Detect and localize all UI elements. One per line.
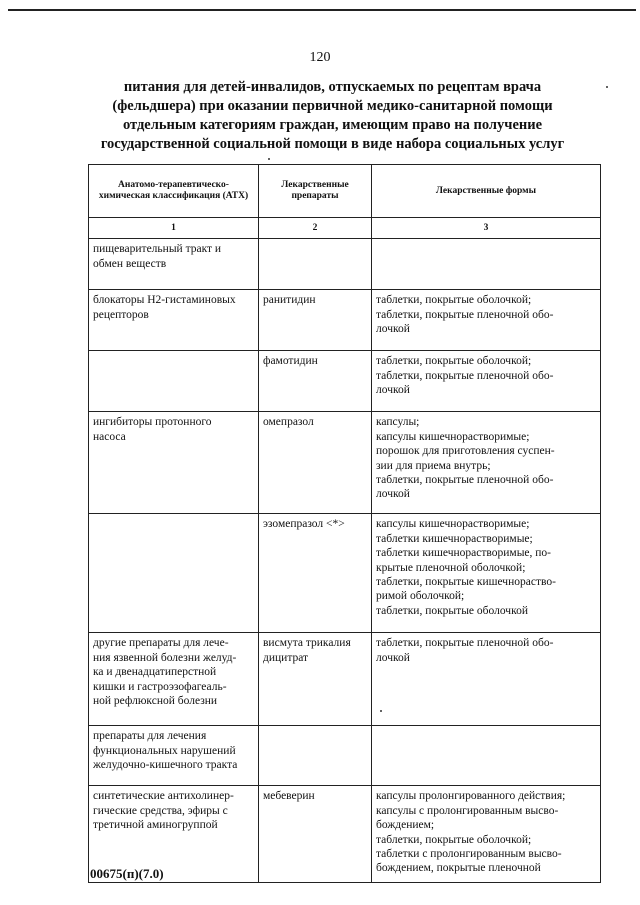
forms-cell [372,786,601,883]
cell-text-line: висмута трикалия [263,637,351,650]
cell-text-line: зии для приема внутрь; [376,459,491,472]
heading-line: государственной социальной помощи в виде набора социальных услуг [100,136,565,152]
forms-cell [372,726,601,786]
column-number: 3 [372,218,601,239]
cell-text-line: ранитидин [263,294,316,307]
cell-text-line: римой оболочкой; [376,590,465,603]
scan-speck [268,158,270,160]
cell-text-line: таблетки, покрытые оболочкой; [376,355,532,368]
cell-text-line: лочкой [376,384,410,397]
cell-text-line: фамотидин [263,355,318,368]
drug-cell [259,514,372,633]
header-forms: Лекарственные формы [372,165,601,218]
atc-cell [89,726,259,786]
drug-cell [259,726,372,786]
cell-text-line: таблетки, покрытые оболочкой; [376,833,532,846]
drug-cell [259,290,372,351]
cell-text-line: капсулы с пролонгированным высво- [376,804,559,817]
cell-text-line: капсулы кишечнорастворимые; [376,518,530,531]
cell-text-line: крытые пленочной оболочкой; [376,561,526,574]
cell-text-line: таблетки кишечнорастворимые, по- [376,547,552,560]
cell-text-line: пищеварительный тракт и [93,243,222,256]
cell-text-line: таблетки, покрытые пленочной обо- [376,637,554,650]
cell-text-line: ния язвенной болезни желуд- [93,651,237,664]
cell-text-line: гические средства, эфиры с [93,804,228,817]
forms-cell [372,351,601,412]
cell-text-line: третичной аминогруппой [93,819,218,832]
cell-text-line: другие препараты для лече- [93,637,229,650]
document-code: 00675(п)(7.0) [90,866,164,881]
forms-cell [372,290,601,351]
drug-cell [259,412,372,514]
cell-text-line: мебеверин [263,790,315,803]
column-number: 1 [89,218,259,239]
cell-text-line: функциональных нарушений [93,744,236,757]
cell-text-line: порошок для приготовления суспен- [376,445,555,458]
cell-text-line: ной рефлюксной болезни [93,695,218,708]
document-heading [60,78,605,154]
cell-text-line: таблетки, покрытые кишечнораство- [376,576,556,589]
drug-cell [259,351,372,412]
cell-text-line: омепразол [263,416,314,429]
heading-line: отдельным категориям граждан, имеющим право на получение [122,117,543,133]
heading-line: питания для детей-инвалидов, отпускаемых по рецептам врача [123,79,542,95]
header-atc: Анатомо-терапевтическо-химическая классификация (АТХ) [89,165,259,218]
drug-table [88,164,601,883]
cell-text-line: таблетки, покрытые оболочкой [376,604,528,617]
table-row [89,726,601,786]
table-row [89,239,601,290]
forms-cell [372,412,601,514]
scan-speck [380,710,382,712]
table-header-row [89,165,601,218]
cell-text-line: таблетки кишечнорастворимые; [376,532,533,545]
top-rule [8,9,636,11]
forms-cell [372,239,601,290]
cell-text-line: ингибиторы протонного [93,416,212,429]
cell-text-line: лочкой [376,488,410,501]
cell-text-line: эзомепразол <*> [263,518,345,531]
forms-cell [372,633,601,726]
cell-text-line: кишки и гастроэзофагеаль- [93,680,227,693]
drug-cell [259,786,372,883]
heading-line: (фельдшера) при оказании первичной медико-санитарной помощи [112,98,553,114]
atc-cell [89,290,259,351]
scan-speck [606,86,608,88]
table-row [89,290,601,351]
cell-text-line: лочкой [376,323,410,336]
cell-text-line: дицитрат [263,651,309,664]
cell-text-line: препараты для лечения [93,730,207,743]
cell-text-line: капсулы кишечнорастворимые; [376,430,530,443]
cell-text-line: таблетки, покрытые оболочкой; [376,294,532,307]
page-number: 120 [309,50,331,65]
cell-text-line: насоса [93,430,126,443]
cell-text-line: ка и двенадцатиперстной [93,666,217,679]
cell-text-line: капсулы пролонгированного действия; [376,790,566,803]
cell-text-line: синтетические антихолинер- [93,790,234,803]
drug-cell [259,239,372,290]
cell-text-line: таблетки, покрытые пленочной обо- [376,308,554,321]
forms-cell [372,514,601,633]
atc-cell [89,351,259,412]
cell-text-line: желудочно-кишечного тракта [93,759,238,772]
cell-text-line: бождением; [376,819,435,832]
header-drugs: Лекарственные препараты [259,165,372,218]
cell-text-line: таблетки с пролонгированным высво- [376,848,562,861]
table-row [89,351,601,412]
cell-text-line: лочкой [376,651,410,664]
cell-text-line: бождением, покрытые пленочной [376,862,541,875]
atc-cell [89,633,259,726]
table-row [89,786,601,883]
cell-text-line: капсулы; [376,416,420,429]
atc-cell [89,514,259,633]
table-row [89,514,601,633]
table-row [89,412,601,514]
drug-cell [259,633,372,726]
column-number-row [89,218,601,239]
column-number: 2 [259,218,372,239]
table-row [89,633,601,726]
cell-text-line: обмен веществ [93,257,167,270]
cell-text-line: рецепторов [93,308,149,321]
cell-text-line: блокаторы Н2-гистаминовых [93,294,236,307]
table-body [89,218,601,883]
atc-cell [89,412,259,514]
cell-text-line: таблетки, покрытые пленочной обо- [376,369,554,382]
cell-text-line: таблетки, покрытые пленочной обо- [376,474,554,487]
atc-cell [89,239,259,290]
